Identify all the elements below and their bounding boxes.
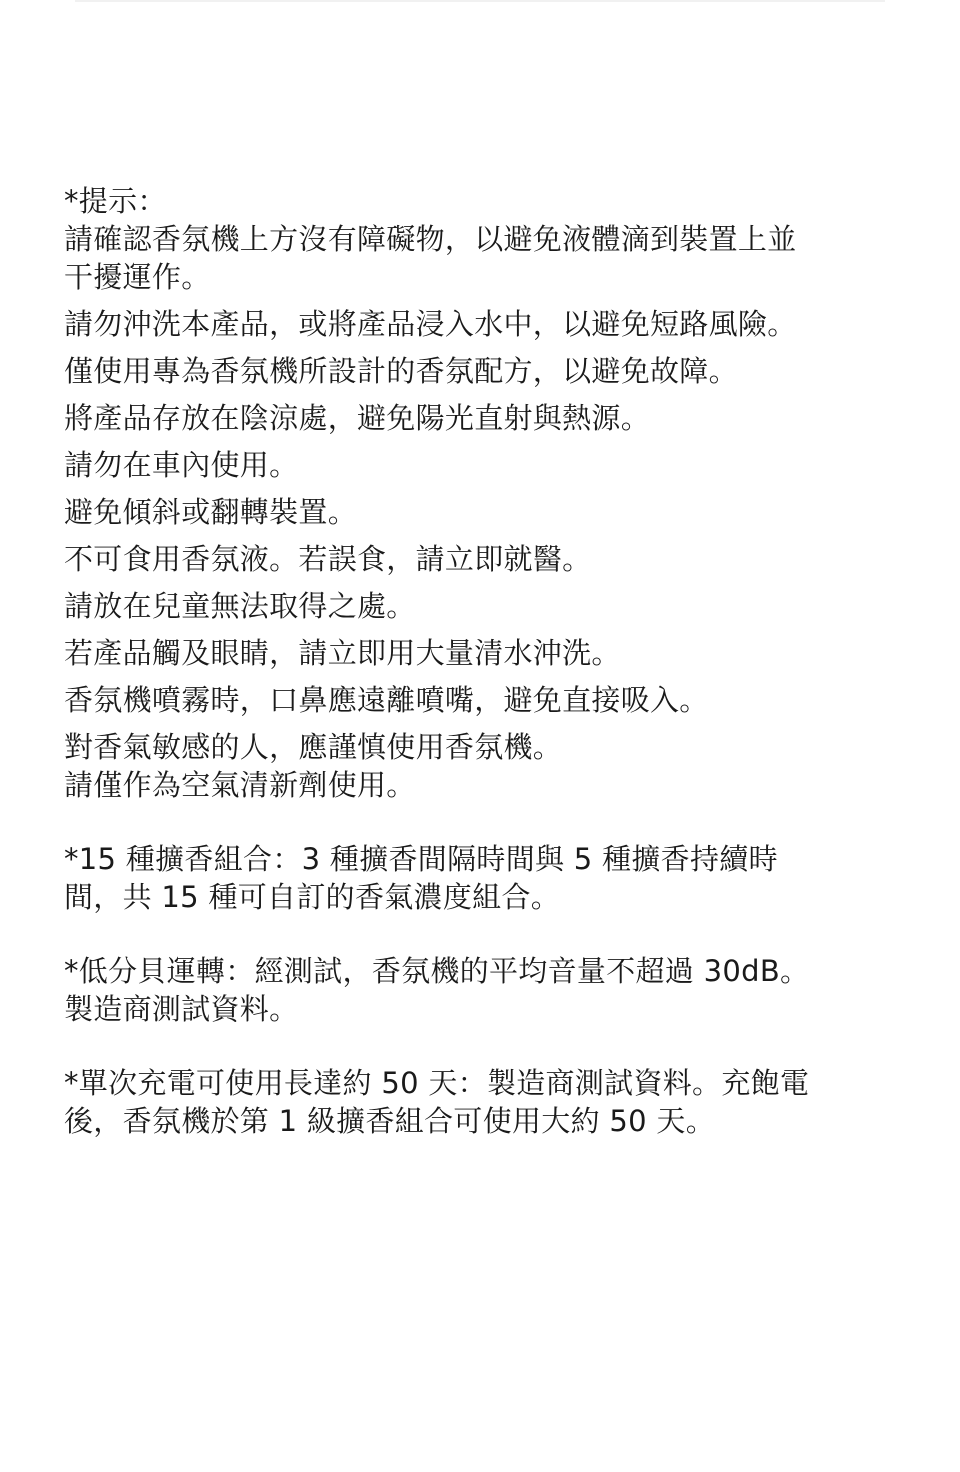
tip-line: 干擾運作。 — [64, 260, 211, 294]
noise-note — [64, 952, 884, 1028]
tip-line: 請勿在車內使用。 — [64, 448, 299, 482]
combinations-note — [64, 840, 884, 916]
note-line: 製造商測試資料。 — [64, 992, 299, 1026]
tip-line: 請放在兒童無法取得之處。 — [64, 589, 416, 623]
note-line: 間，共 15 種可自訂的香氣濃度組合。 — [64, 880, 561, 914]
tip-line: 對香氣敏感的人，應謹慎使用香氛機。 — [64, 730, 563, 764]
top-divider — [75, 0, 885, 2]
tip-line: 請確認香氛機上方沒有障礙物，以避免液體滴到裝置上並 — [64, 222, 797, 256]
tip-line: 避免傾斜或翻轉裝置。 — [64, 495, 358, 529]
tip-line: 將產品存放在陰涼處，避免陽光直射與熱源。 — [64, 401, 651, 435]
tips-heading: *提示： — [64, 184, 167, 218]
notes-document — [64, 182, 884, 1176]
note-line: *單次充電可使用長達約 50 天：製造商測試資料。充飽電 — [64, 1066, 810, 1100]
note-line: *低分貝運轉：經測試，香氛機的平均音量不超過 30dB。 — [64, 954, 810, 988]
note-line: 後，香氛機於第 1 級擴香組合可使用大約 50 天。 — [64, 1104, 716, 1138]
tips-section — [64, 182, 884, 804]
tip-line: 不可食用香氛液。若誤食，請立即就醫。 — [64, 542, 592, 576]
tip-line: 請僅作為空氣清新劑使用。 — [64, 768, 416, 802]
tip-line: 請勿沖洗本產品，或將產品浸入水中，以避免短路風險。 — [64, 307, 797, 341]
note-line: *15 種擴香組合：3 種擴香間隔時間與 5 種擴香持續時 — [64, 842, 778, 876]
battery-note — [64, 1064, 884, 1140]
tip-line: 僅使用專為香氛機所設計的香氛配方，以避免故障。 — [64, 354, 738, 388]
tip-line: 若產品觸及眼睛，請立即用大量清水沖洗。 — [64, 636, 621, 670]
tip-line: 香氛機噴霧時，口鼻應遠離噴嘴，避免直接吸入。 — [64, 683, 709, 717]
